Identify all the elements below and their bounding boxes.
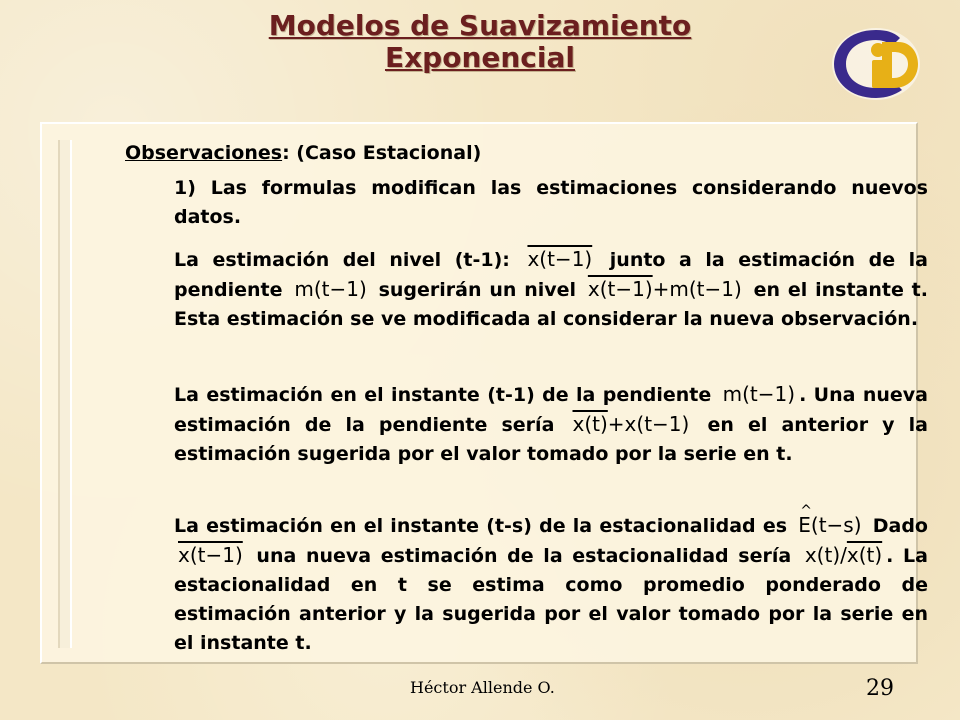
slide-title — [180, 10, 780, 74]
p3-text-3: en el anterior y la estimación sugerida por el valor tomado por la serie en t. — [174, 414, 928, 465]
formula-level: x(t−1) — [527, 247, 593, 271]
p2-text-4: en el instante t. Esta estimación se ve modificada al considerar la nueva observación. — [174, 279, 928, 330]
p4-text-1: La estimación en el instante (t-s) de la estacionalidad es — [174, 515, 788, 537]
p4-text-2: Dado — [872, 515, 928, 537]
formula-slope: m(t−1) — [294, 277, 367, 301]
p2-text-1: La estimación del nivel (t-1): — [174, 249, 510, 271]
p2-text-3: sugerirán un nivel — [378, 279, 577, 301]
formula-level-plus-slope: x(t−1)+m(t−1) — [587, 277, 742, 301]
panel-rail — [58, 140, 72, 648]
formula-slope-prev: m(t−1) — [722, 382, 796, 406]
formula-new-slope: x(t)+x(t−1) — [572, 412, 690, 436]
slide-title-line2: Exponencial — [384, 41, 575, 74]
cd-logo-icon — [828, 20, 924, 104]
paragraph-4 — [174, 511, 928, 658]
p4-text-3: una nueva estimación de la estacionalidad sería — [256, 545, 792, 567]
paragraph-2 — [174, 245, 928, 334]
formula-seasonality-estimate: ^ E(t−s) — [794, 511, 865, 540]
section-heading-underlined: Observaciones — [125, 142, 283, 164]
p4-text-4: . La estacionalidad en t se estima como promedio ponderado de estimación anterior y la sugerida por el valor tomado por la serie en el instante t. — [174, 545, 928, 654]
formula-level-given: x(t−1) — [178, 543, 243, 567]
p3-text-1: La estimación en el instante (t-1) de la pendiente — [174, 384, 712, 406]
paragraph-3 — [174, 380, 928, 469]
section-heading-rest: : (Caso Estacional) — [282, 142, 482, 164]
paragraph-1: 1) Las formulas modifican las estimaciones considerando nuevos datos. — [174, 177, 928, 228]
page-number: 29 — [866, 676, 894, 701]
section-heading — [125, 140, 481, 166]
footer-author: Héctor Allende O. — [410, 678, 555, 697]
p2-text-2: junto a la estimación de la pendiente — [174, 249, 928, 301]
slide-title-line1: Modelos de Suavizamiento — [268, 9, 692, 42]
formula-seasonality-ratio: x(t)/x(t) — [804, 543, 883, 567]
p3-text-2: . Una nueva estimación de la pendiente sería — [174, 384, 928, 436]
